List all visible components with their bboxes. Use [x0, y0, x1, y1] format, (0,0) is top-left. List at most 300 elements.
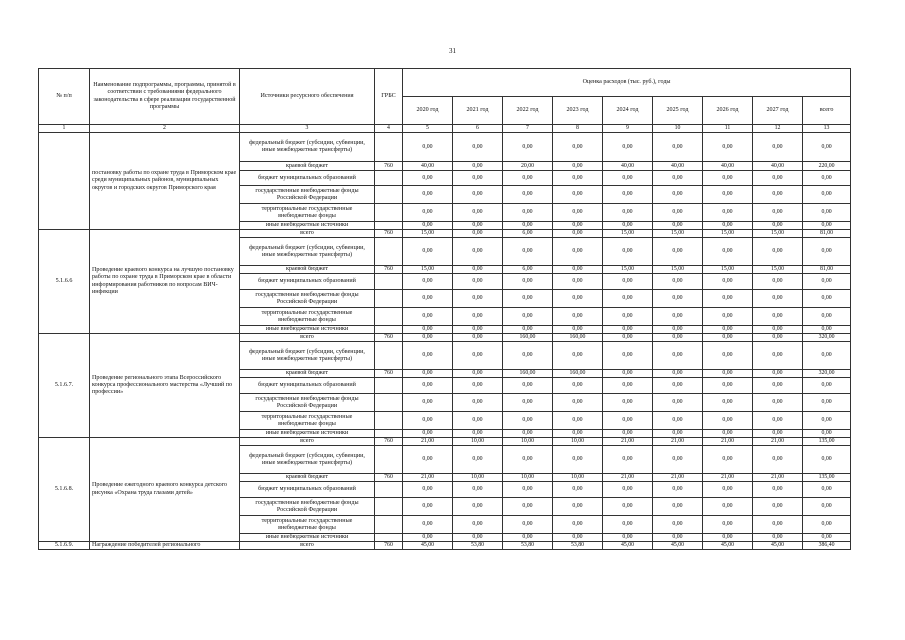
funding-source: территориальные государственные внебюджетные фонды: [240, 204, 375, 222]
year-value: 0,00: [753, 516, 803, 534]
header-year: 2024 год: [603, 97, 653, 125]
table-body: [39, 133, 851, 550]
funding-source: иные внебюджетные источники: [240, 326, 375, 334]
funding-source: всего: [240, 438, 375, 446]
year-value: 20,00: [503, 162, 553, 171]
year-value: 0,00: [603, 204, 653, 222]
column-index: 6: [453, 125, 503, 133]
year-value: 0,00: [753, 412, 803, 430]
year-value: 0,00: [553, 274, 603, 290]
funding-source: всего: [240, 334, 375, 342]
item-number: 5.1.6.9.: [39, 542, 90, 550]
year-value: 0,00: [403, 308, 453, 326]
total-value: 0,00: [803, 342, 851, 370]
year-value: 0,00: [653, 186, 703, 204]
year-value: 0,00: [653, 334, 703, 342]
funding-source: краевой бюджет: [240, 162, 375, 171]
year-value: 0,00: [503, 498, 553, 516]
year-value: 0,00: [753, 378, 803, 394]
year-value: 0,00: [553, 171, 603, 186]
year-value: 0,00: [403, 378, 453, 394]
year-value: 0,00: [453, 378, 503, 394]
year-value: 0,00: [603, 238, 653, 266]
header-year: 2020 год: [403, 97, 453, 125]
year-value: 0,00: [703, 326, 753, 334]
year-value: 0,00: [553, 342, 603, 370]
year-value: 0,00: [753, 446, 803, 474]
year-value: 0,00: [653, 394, 703, 412]
total-value: 0,00: [803, 412, 851, 430]
year-value: 0,00: [403, 446, 453, 474]
year-value: 0,00: [753, 204, 803, 222]
header-estimate: Оценка расходов (тыс. руб.), годы: [403, 69, 851, 97]
year-value: 0,00: [403, 133, 453, 162]
year-value: 15,00: [403, 266, 453, 274]
year-value: 0,00: [753, 394, 803, 412]
year-value: 0,00: [703, 516, 753, 534]
year-value: 21,00: [703, 438, 753, 446]
grbs-code: 760: [375, 542, 403, 550]
total-value: 0,00: [803, 274, 851, 290]
year-value: 0,00: [603, 308, 653, 326]
grbs-code: [375, 482, 403, 498]
total-value: 0,00: [803, 186, 851, 204]
funding-source: всего: [240, 542, 375, 550]
grbs-code: [375, 534, 403, 542]
year-value: 0,00: [703, 378, 753, 394]
funding-source: государственные внебюджетные фонды Российской Федерации: [240, 290, 375, 308]
year-value: 0,00: [603, 516, 653, 534]
funding-source: бюджет муниципальных образований: [240, 482, 375, 498]
year-value: 6,00: [503, 230, 553, 238]
header-year: 2021 год: [453, 97, 503, 125]
total-value: 220,00: [803, 162, 851, 171]
year-value: 0,00: [553, 204, 603, 222]
total-value: 0,00: [803, 378, 851, 394]
year-value: 0,00: [553, 498, 603, 516]
funding-source: краевой бюджет: [240, 474, 375, 482]
year-value: 0,00: [703, 204, 753, 222]
column-index: 13: [803, 125, 851, 133]
year-value: 0,00: [753, 186, 803, 204]
year-value: 0,00: [553, 326, 603, 334]
year-value: 21,00: [403, 438, 453, 446]
item-name: Проведение ежегодного краевого конкурса детского рисунка «Охрана труда глазами детей»: [90, 438, 240, 542]
year-value: 21,00: [753, 474, 803, 482]
total-value: 320,00: [803, 334, 851, 342]
year-value: 0,00: [703, 370, 753, 378]
year-value: 0,00: [603, 290, 653, 308]
year-value: 0,00: [703, 534, 753, 542]
table-row: [39, 133, 851, 162]
year-value: 0,00: [553, 162, 603, 171]
year-value: 0,00: [753, 342, 803, 370]
funding-source: бюджет муниципальных образований: [240, 274, 375, 290]
year-value: 0,00: [553, 133, 603, 162]
year-value: 0,00: [653, 430, 703, 438]
year-value: 0,00: [653, 308, 703, 326]
year-value: 0,00: [553, 290, 603, 308]
year-value: 0,00: [453, 342, 503, 370]
total-value: 320,00: [803, 370, 851, 378]
year-value: 10,00: [503, 438, 553, 446]
year-value: 0,00: [553, 266, 603, 274]
year-value: 0,00: [553, 430, 603, 438]
year-value: 0,00: [553, 308, 603, 326]
year-value: 45,00: [703, 542, 753, 550]
funding-source: государственные внебюджетные фонды Российской Федерации: [240, 498, 375, 516]
funding-source: федеральный бюджет (субсидии, субвенции, иные межбюджетные трансферты): [240, 133, 375, 162]
grbs-code: 760: [375, 438, 403, 446]
year-value: 0,00: [503, 204, 553, 222]
column-index: 10: [653, 125, 703, 133]
year-value: 0,00: [653, 498, 703, 516]
funding-source: федеральный бюджет (субсидии, субвенции, иные межбюджетные трансферты): [240, 342, 375, 370]
year-value: 0,00: [653, 171, 703, 186]
header-name: Наименование подпрограммы, программы, принятой в соответствии с требованиями федерального законодательства в сфере реализации государственной программы: [90, 69, 240, 125]
year-value: 0,00: [503, 482, 553, 498]
year-value: 0,00: [603, 274, 653, 290]
item-name: Проведение регионального этапа Всероссийского конкурса профессионального мастерства «Лучший по профессии»: [90, 334, 240, 438]
funding-source: иные внебюджетные источники: [240, 534, 375, 542]
year-value: 0,00: [653, 238, 703, 266]
item-number: 5.1.6.6: [39, 230, 90, 334]
year-value: 0,00: [753, 308, 803, 326]
year-value: 0,00: [753, 326, 803, 334]
year-value: 0,00: [453, 482, 503, 498]
funding-source: бюджет муниципальных образований: [240, 171, 375, 186]
header-total: всего: [803, 97, 851, 125]
grbs-code: [375, 133, 403, 162]
year-value: 0,00: [653, 342, 703, 370]
year-value: 15,00: [703, 266, 753, 274]
year-value: 0,00: [653, 534, 703, 542]
item-name: Награждение победителей регионального: [90, 542, 240, 550]
expenditure-table: [38, 68, 851, 550]
column-index: 1: [39, 125, 90, 133]
year-value: 0,00: [653, 290, 703, 308]
year-value: 21,00: [653, 438, 703, 446]
funding-source: всего: [240, 230, 375, 238]
year-value: 0,00: [603, 446, 653, 474]
year-value: 0,00: [603, 222, 653, 230]
year-value: 15,00: [753, 266, 803, 274]
year-value: 15,00: [753, 230, 803, 238]
total-value: 0,00: [803, 394, 851, 412]
year-value: 0,00: [753, 274, 803, 290]
grbs-code: [375, 394, 403, 412]
year-value: 160,00: [553, 370, 603, 378]
total-value: 0,00: [803, 171, 851, 186]
funding-source: иные внебюджетные источники: [240, 222, 375, 230]
year-value: 21,00: [403, 474, 453, 482]
year-value: 0,00: [553, 446, 603, 474]
total-value: 0,00: [803, 482, 851, 498]
column-index: 11: [703, 125, 753, 133]
year-value: 0,00: [603, 534, 653, 542]
funding-source: территориальные государственные внебюджетные фонды: [240, 516, 375, 534]
year-value: 0,00: [703, 394, 753, 412]
year-value: 10,00: [503, 474, 553, 482]
year-value: 0,00: [403, 171, 453, 186]
year-value: 0,00: [553, 186, 603, 204]
year-value: 0,00: [703, 274, 753, 290]
funding-source: государственные внебюджетные фонды Российской Федерации: [240, 186, 375, 204]
year-value: 0,00: [403, 370, 453, 378]
year-value: 6,00: [503, 266, 553, 274]
year-value: 0,00: [753, 534, 803, 542]
year-value: 0,00: [603, 133, 653, 162]
grbs-code: 760: [375, 334, 403, 342]
year-value: 0,00: [403, 290, 453, 308]
year-value: 0,00: [453, 446, 503, 474]
year-value: 0,00: [553, 516, 603, 534]
year-value: 0,00: [703, 186, 753, 204]
year-value: 0,00: [453, 171, 503, 186]
year-value: 0,00: [653, 482, 703, 498]
year-value: 0,00: [753, 482, 803, 498]
grbs-code: [375, 186, 403, 204]
total-value: 0,00: [803, 133, 851, 162]
year-value: 0,00: [453, 430, 503, 438]
column-index: 8: [553, 125, 603, 133]
year-value: 160,00: [503, 334, 553, 342]
column-index: 9: [603, 125, 653, 133]
year-value: 0,00: [403, 222, 453, 230]
column-index: 3: [240, 125, 375, 133]
header-year: 2023 год: [553, 97, 603, 125]
year-value: 0,00: [503, 290, 553, 308]
year-value: 15,00: [603, 230, 653, 238]
year-value: 40,00: [703, 162, 753, 171]
year-value: 0,00: [453, 498, 503, 516]
item-number: 5.1.6.7.: [39, 334, 90, 438]
item-number: 5.1.6.8.: [39, 438, 90, 542]
year-value: 0,00: [503, 186, 553, 204]
total-value: 0,00: [803, 516, 851, 534]
header-year: 2026 год: [703, 97, 753, 125]
year-value: 0,00: [703, 290, 753, 308]
grbs-code: [375, 326, 403, 334]
year-value: 0,00: [453, 516, 503, 534]
table-row: [39, 542, 851, 550]
header-num: № п/п: [39, 69, 90, 125]
funding-source: государственные внебюджетные фонды Российской Федерации: [240, 394, 375, 412]
year-value: 0,00: [653, 222, 703, 230]
grbs-code: 760: [375, 370, 403, 378]
total-value: 0,00: [803, 204, 851, 222]
year-value: 0,00: [703, 342, 753, 370]
year-value: 0,00: [403, 342, 453, 370]
total-value: 0,00: [803, 430, 851, 438]
year-value: 0,00: [703, 446, 753, 474]
year-value: 0,00: [453, 308, 503, 326]
grbs-code: [375, 516, 403, 534]
total-value: 135,00: [803, 438, 851, 446]
funding-source: краевой бюджет: [240, 266, 375, 274]
year-value: 0,00: [453, 238, 503, 266]
year-value: 45,00: [403, 542, 453, 550]
total-value: 0,00: [803, 238, 851, 266]
grbs-code: [375, 378, 403, 394]
year-value: 0,00: [603, 498, 653, 516]
year-value: 0,00: [453, 394, 503, 412]
year-value: 0,00: [553, 482, 603, 498]
year-value: 15,00: [603, 266, 653, 274]
year-value: 160,00: [503, 370, 553, 378]
year-value: 0,00: [503, 342, 553, 370]
year-value: 0,00: [603, 482, 653, 498]
year-value: 0,00: [703, 334, 753, 342]
funding-source: краевой бюджет: [240, 370, 375, 378]
column-index: 5: [403, 125, 453, 133]
year-value: 0,00: [553, 230, 603, 238]
header-year: 2025 год: [653, 97, 703, 125]
year-value: 0,00: [453, 326, 503, 334]
year-value: 0,00: [453, 186, 503, 204]
year-value: 40,00: [403, 162, 453, 171]
year-value: 0,00: [503, 430, 553, 438]
header-grbs: ГРБС: [375, 69, 403, 125]
year-value: 0,00: [503, 534, 553, 542]
year-value: 0,00: [703, 308, 753, 326]
year-value: 15,00: [703, 230, 753, 238]
year-value: 0,00: [453, 133, 503, 162]
year-value: 0,00: [653, 412, 703, 430]
year-value: 15,00: [653, 266, 703, 274]
total-value: 0,00: [803, 446, 851, 474]
funding-source: иные внебюджетные источники: [240, 430, 375, 438]
year-value: 10,00: [453, 474, 503, 482]
total-value: 0,00: [803, 308, 851, 326]
year-value: 0,00: [403, 186, 453, 204]
year-value: 0,00: [503, 133, 553, 162]
year-value: 0,00: [703, 412, 753, 430]
year-value: 21,00: [603, 438, 653, 446]
year-value: 0,00: [553, 238, 603, 266]
year-value: 15,00: [653, 230, 703, 238]
total-value: 81,00: [803, 230, 851, 238]
header-year: 2027 год: [753, 97, 803, 125]
year-value: 0,00: [703, 482, 753, 498]
year-value: 0,00: [603, 394, 653, 412]
year-value: 0,00: [403, 430, 453, 438]
year-value: 160,00: [553, 334, 603, 342]
year-value: 0,00: [753, 334, 803, 342]
year-value: 0,00: [653, 204, 703, 222]
year-value: 0,00: [703, 222, 753, 230]
year-value: 0,00: [503, 412, 553, 430]
year-value: 0,00: [653, 516, 703, 534]
year-value: 0,00: [603, 430, 653, 438]
year-value: 0,00: [503, 326, 553, 334]
total-value: 135,00: [803, 474, 851, 482]
year-value: 0,00: [503, 446, 553, 474]
year-value: 53,80: [503, 542, 553, 550]
grbs-code: 760: [375, 162, 403, 171]
grbs-code: 760: [375, 266, 403, 274]
year-value: 0,00: [453, 222, 503, 230]
year-value: 0,00: [653, 274, 703, 290]
year-value: 0,00: [653, 133, 703, 162]
year-value: 0,00: [703, 498, 753, 516]
table-row: [39, 438, 851, 446]
total-value: 0,00: [803, 326, 851, 334]
year-value: 40,00: [753, 162, 803, 171]
year-value: 0,00: [603, 186, 653, 204]
year-value: 0,00: [603, 334, 653, 342]
year-value: 0,00: [453, 412, 503, 430]
grbs-code: [375, 222, 403, 230]
year-value: 0,00: [553, 412, 603, 430]
grbs-code: [375, 498, 403, 516]
year-value: 0,00: [453, 334, 503, 342]
year-value: 0,00: [753, 290, 803, 308]
year-value: 21,00: [653, 474, 703, 482]
year-value: 0,00: [503, 394, 553, 412]
year-value: 0,00: [453, 290, 503, 308]
year-value: 0,00: [453, 204, 503, 222]
year-value: 0,00: [453, 370, 503, 378]
total-value: 0,00: [803, 290, 851, 308]
year-value: 10,00: [553, 438, 603, 446]
year-value: 0,00: [553, 394, 603, 412]
year-value: 0,00: [503, 516, 553, 534]
year-value: 0,00: [753, 171, 803, 186]
year-value: 0,00: [753, 222, 803, 230]
total-value: 0,00: [803, 498, 851, 516]
year-value: 0,00: [553, 222, 603, 230]
year-value: 40,00: [603, 162, 653, 171]
grbs-code: [375, 342, 403, 370]
page-number: 31: [449, 47, 456, 55]
year-value: 0,00: [653, 378, 703, 394]
total-value: 0,00: [803, 222, 851, 230]
year-value: 0,00: [503, 308, 553, 326]
year-value: 0,00: [553, 378, 603, 394]
year-value: 0,00: [653, 370, 703, 378]
column-index: 7: [503, 125, 553, 133]
year-value: 0,00: [403, 534, 453, 542]
year-value: 0,00: [653, 446, 703, 474]
year-value: 45,00: [753, 542, 803, 550]
grbs-code: 760: [375, 230, 403, 238]
year-value: 53,80: [453, 542, 503, 550]
year-value: 0,00: [403, 334, 453, 342]
year-value: 0,00: [403, 326, 453, 334]
year-value: 0,00: [503, 274, 553, 290]
grbs-code: [375, 238, 403, 266]
year-value: 0,00: [553, 534, 603, 542]
funding-source: территориальные государственные внебюджетные фонды: [240, 308, 375, 326]
funding-source: бюджет муниципальных образований: [240, 378, 375, 394]
year-value: 0,00: [653, 326, 703, 334]
header-source: Источники ресурсного обеспечения: [240, 69, 375, 125]
year-value: 0,00: [703, 238, 753, 266]
year-value: 40,00: [653, 162, 703, 171]
year-value: 0,00: [403, 516, 453, 534]
year-value: 0,00: [403, 238, 453, 266]
total-value: 386,40: [803, 542, 851, 550]
header-year: 2022 год: [503, 97, 553, 125]
table-row: [39, 334, 851, 342]
year-value: 0,00: [603, 378, 653, 394]
year-value: 0,00: [453, 162, 503, 171]
column-index: 12: [753, 125, 803, 133]
year-value: 0,00: [403, 204, 453, 222]
grbs-code: [375, 274, 403, 290]
year-value: 0,00: [703, 171, 753, 186]
